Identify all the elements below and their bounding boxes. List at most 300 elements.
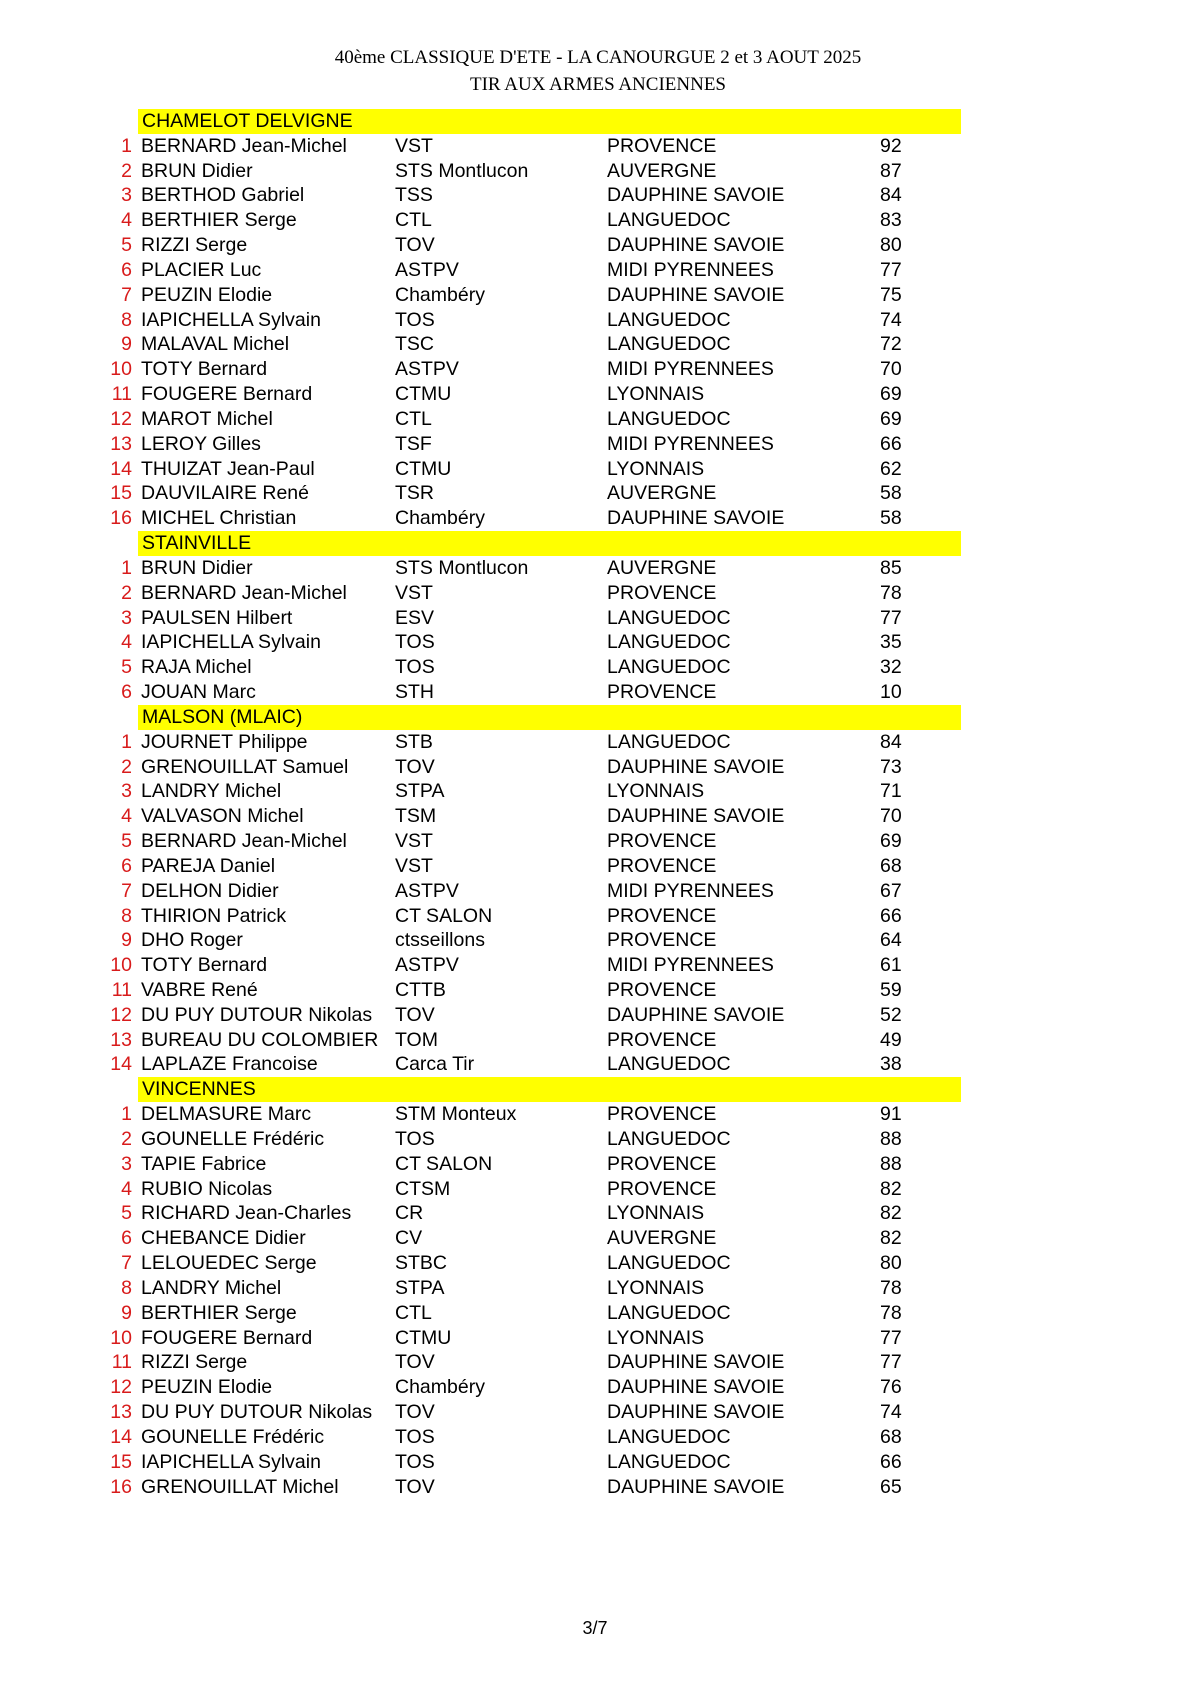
rank-cell: 15 [110, 482, 132, 505]
table-row [0, 606, 1190, 631]
category-title: STAINVILLE [142, 532, 252, 555]
score-cell: 78 [880, 1276, 902, 1299]
region-cell: PROVENCE [607, 581, 717, 604]
table-row [0, 1276, 1190, 1301]
rank-cell: 6 [121, 1227, 132, 1250]
region-cell: AUVERGNE [607, 1227, 717, 1250]
region-cell: LYONNAIS [607, 780, 705, 803]
category-header [138, 109, 961, 134]
score-cell: 77 [880, 1326, 902, 1349]
score-cell: 87 [880, 159, 902, 182]
table-row [0, 283, 1190, 308]
shooter-name-cell: BERTHIER Serge [141, 1301, 297, 1324]
club-cell: Chambéry [395, 283, 485, 306]
table-row [0, 1152, 1190, 1177]
club-cell: TOS [395, 1127, 435, 1150]
shooter-name-cell: GOUNELLE Frédéric [141, 1127, 325, 1150]
table-row [0, 1003, 1190, 1028]
score-cell: 88 [880, 1152, 902, 1175]
club-cell: TSS [395, 184, 433, 207]
region-cell: LANGUEDOC [607, 1127, 731, 1150]
rank-cell: 7 [121, 283, 132, 306]
rank-cell: 3 [121, 184, 132, 207]
rank-cell: 8 [121, 308, 132, 331]
region-cell: DAUPHINE SAVOIE [607, 1376, 785, 1399]
region-cell: LANGUEDOC [607, 730, 731, 753]
score-cell: 32 [880, 656, 902, 679]
region-cell: LANGUEDOC [607, 407, 731, 430]
shooter-name-cell: CHEBANCE Didier [141, 1227, 306, 1250]
score-cell: 77 [880, 606, 902, 629]
rank-cell: 11 [111, 1351, 132, 1374]
rank-cell: 1 [121, 556, 132, 579]
score-cell: 70 [880, 358, 902, 381]
club-cell: Carca Tir [395, 1053, 475, 1076]
table-row [0, 904, 1190, 929]
shooter-name-cell: BRUN Didier [141, 159, 253, 182]
shooter-name-cell: JOUAN Marc [141, 681, 256, 704]
shooter-name-cell: LANDRY Michel [141, 780, 282, 803]
table-row [0, 332, 1190, 357]
club-cell: STM Monteux [395, 1103, 517, 1126]
shooter-name-cell: MALAVAL Michel [141, 333, 290, 356]
shooter-name-cell: VABRE René [141, 978, 258, 1001]
score-cell: 65 [880, 1475, 902, 1498]
rank-cell: 2 [121, 581, 132, 604]
table-row [0, 481, 1190, 506]
rank-cell: 12 [110, 407, 132, 430]
shooter-name-cell: DU PUY DUTOUR Nikolas [141, 1003, 373, 1026]
region-cell: MIDI PYRENNEES [607, 258, 774, 281]
region-cell: AUVERGNE [607, 482, 717, 505]
rank-cell: 10 [110, 358, 132, 381]
table-row [0, 1028, 1190, 1053]
shooter-name-cell: FOUGERE Bernard [141, 383, 313, 406]
table-row [0, 382, 1190, 407]
rank-cell: 3 [121, 780, 132, 803]
table-row [0, 755, 1190, 780]
region-cell: MIDI PYRENNEES [607, 954, 774, 977]
club-cell: TSM [395, 805, 437, 828]
rank-cell: 15 [110, 1450, 132, 1473]
table-row [0, 407, 1190, 432]
table-row [0, 1127, 1190, 1152]
score-cell: 71 [880, 780, 902, 803]
shooter-name-cell: LEROY Gilles [141, 432, 261, 455]
shooter-name-cell: MICHEL Christian [141, 507, 297, 530]
score-cell: 35 [880, 631, 902, 654]
region-cell: DAUPHINE SAVOIE [607, 234, 785, 257]
region-cell: LANGUEDOC [607, 606, 731, 629]
table-row [0, 879, 1190, 904]
region-cell: PROVENCE [607, 978, 717, 1001]
club-cell: TOS [395, 308, 435, 331]
club-cell: TSC [395, 333, 434, 356]
table-row [0, 1326, 1190, 1351]
region-cell: LYONNAIS [607, 1202, 705, 1225]
club-cell: Chambéry [395, 1376, 485, 1399]
score-cell: 69 [880, 407, 902, 430]
score-cell: 91 [880, 1103, 902, 1126]
club-cell: ASTPV [395, 258, 459, 281]
score-cell: 82 [880, 1227, 902, 1250]
score-cell: 72 [880, 333, 902, 356]
table-row [0, 1375, 1190, 1400]
region-cell: MIDI PYRENNEES [607, 432, 774, 455]
shooter-name-cell: PAULSEN Hilbert [141, 606, 293, 629]
table-row [0, 183, 1190, 208]
score-cell: 61 [880, 954, 902, 977]
region-cell: DAUPHINE SAVOIE [607, 283, 785, 306]
region-cell: MIDI PYRENNEES [607, 358, 774, 381]
shooter-name-cell: PLACIER Luc [141, 258, 262, 281]
rank-cell: 10 [110, 1326, 132, 1349]
table-row [0, 159, 1190, 184]
region-cell: LANGUEDOC [607, 209, 731, 232]
club-cell: CTL [395, 1301, 432, 1324]
score-cell: 78 [880, 581, 902, 604]
region-cell: MIDI PYRENNEES [607, 879, 774, 902]
club-cell: CT SALON [395, 1152, 493, 1175]
score-cell: 62 [880, 457, 902, 480]
region-cell: LANGUEDOC [607, 308, 731, 331]
shooter-name-cell: TOTY Bernard [141, 954, 268, 977]
region-cell: LANGUEDOC [607, 333, 731, 356]
shooter-name-cell: RICHARD Jean-Charles [141, 1202, 352, 1225]
score-cell: 82 [880, 1177, 902, 1200]
shooter-name-cell: DU PUY DUTOUR Nikolas [141, 1401, 373, 1424]
rank-cell: 14 [110, 1053, 132, 1076]
table-row [0, 953, 1190, 978]
table-row [0, 1450, 1190, 1475]
shooter-name-cell: TAPIE Fabrice [141, 1152, 267, 1175]
rank-cell: 7 [121, 1252, 132, 1275]
club-cell: CV [395, 1227, 423, 1250]
table-row [0, 1251, 1190, 1276]
region-cell: LANGUEDOC [607, 1301, 731, 1324]
shooter-name-cell: RIZZI Serge [141, 1351, 248, 1374]
score-cell: 69 [880, 383, 902, 406]
score-cell: 80 [880, 1252, 902, 1275]
rank-cell: 16 [110, 1475, 132, 1498]
score-cell: 38 [880, 1053, 902, 1076]
rank-cell: 12 [110, 1003, 132, 1026]
rank-cell: 4 [121, 209, 132, 232]
region-cell: PROVENCE [607, 1103, 717, 1126]
club-cell: TSF [395, 432, 432, 455]
rank-cell: 9 [121, 1301, 132, 1324]
region-cell: DAUPHINE SAVOIE [607, 1475, 785, 1498]
club-cell: CT SALON [395, 904, 493, 927]
shooter-name-cell: DELHON Didier [141, 879, 279, 902]
score-cell: 66 [880, 432, 902, 455]
region-cell: DAUPHINE SAVOIE [607, 1401, 785, 1424]
table-row [0, 134, 1190, 159]
rank-cell: 6 [121, 258, 132, 281]
club-cell: STPA [395, 1276, 445, 1299]
rank-cell: 14 [110, 457, 132, 480]
region-cell: PROVENCE [607, 1028, 717, 1051]
club-cell: STS Montlucon [395, 556, 529, 579]
table-row [0, 1475, 1190, 1500]
score-cell: 73 [880, 755, 902, 778]
rank-cell: 1 [121, 730, 132, 753]
rank-cell: 5 [121, 234, 132, 257]
club-cell: STBC [395, 1252, 448, 1275]
region-cell: AUVERGNE [607, 159, 717, 182]
region-cell: PROVENCE [607, 830, 717, 853]
rank-cell: 9 [121, 929, 132, 952]
table-row [0, 1177, 1190, 1202]
region-cell: PROVENCE [607, 929, 717, 952]
region-cell: PROVENCE [607, 904, 717, 927]
table-row [0, 432, 1190, 457]
shooter-name-cell: IAPICHELLA Sylvain [141, 1450, 321, 1473]
shooter-name-cell: TOTY Bernard [141, 358, 268, 381]
table-row [0, 829, 1190, 854]
rank-cell: 16 [110, 507, 132, 530]
table-row [0, 928, 1190, 953]
shooter-name-cell: LELOUEDEC Serge [141, 1252, 317, 1275]
rank-cell: 5 [121, 830, 132, 853]
score-cell: 68 [880, 1425, 902, 1448]
club-cell: CTTB [395, 978, 446, 1001]
rank-cell: 6 [121, 854, 132, 877]
shooter-name-cell: BERTHOD Gabriel [141, 184, 305, 207]
club-cell: CTL [395, 407, 432, 430]
club-cell: CTMU [395, 383, 452, 406]
region-cell: LANGUEDOC [607, 631, 731, 654]
score-cell: 77 [880, 1351, 902, 1374]
table-row [0, 581, 1190, 606]
club-cell: CTMU [395, 1326, 452, 1349]
table-row [0, 1102, 1190, 1127]
score-cell: 58 [880, 507, 902, 530]
score-cell: 52 [880, 1003, 902, 1026]
club-cell: VST [395, 134, 433, 157]
score-cell: 78 [880, 1301, 902, 1324]
club-cell: VST [395, 581, 433, 604]
table-row [0, 730, 1190, 755]
rank-cell: 2 [121, 1127, 132, 1150]
rank-cell: 4 [121, 805, 132, 828]
results-table [0, 109, 1190, 1499]
club-cell: TOS [395, 631, 435, 654]
club-cell: CR [395, 1202, 424, 1225]
region-cell: PROVENCE [607, 134, 717, 157]
shooter-name-cell: DHO Roger [141, 929, 243, 952]
club-cell: ASTPV [395, 879, 459, 902]
region-cell: LYONNAIS [607, 1276, 705, 1299]
score-cell: 70 [880, 805, 902, 828]
table-row [0, 779, 1190, 804]
rank-cell: 8 [121, 904, 132, 927]
score-cell: 66 [880, 1450, 902, 1473]
score-cell: 88 [880, 1127, 902, 1150]
shooter-name-cell: BRUN Didier [141, 556, 253, 579]
rank-cell: 11 [111, 978, 132, 1001]
shooter-name-cell: BERNARD Jean-Michel [141, 581, 347, 604]
rank-cell: 10 [110, 954, 132, 977]
club-cell: CTSM [395, 1177, 451, 1200]
score-cell: 67 [880, 879, 902, 902]
rank-cell: 8 [121, 1276, 132, 1299]
club-cell: STH [395, 681, 434, 704]
shooter-name-cell: GOUNELLE Frédéric [141, 1425, 325, 1448]
discipline-title: TIR AUX ARMES ANCIENNES [470, 74, 726, 95]
rank-cell: 14 [110, 1425, 132, 1448]
rank-cell: 4 [121, 631, 132, 654]
score-cell: 84 [880, 184, 902, 207]
rank-cell: 13 [110, 432, 132, 455]
score-cell: 84 [880, 730, 902, 753]
shooter-name-cell: DAUVILAIRE René [141, 482, 309, 505]
club-cell: TOV [395, 234, 435, 257]
shooter-name-cell: FOUGERE Bernard [141, 1326, 313, 1349]
table-row [0, 556, 1190, 581]
rank-cell: 1 [121, 134, 132, 157]
table-row [0, 308, 1190, 333]
score-cell: 64 [880, 929, 902, 952]
club-cell: TOS [395, 1450, 435, 1473]
rank-cell: 7 [121, 879, 132, 902]
category-title: MALSON (MLAIC) [142, 705, 303, 728]
rank-cell: 3 [121, 606, 132, 629]
region-cell: PROVENCE [607, 1177, 717, 1200]
region-cell: DAUPHINE SAVOIE [607, 1351, 785, 1374]
table-row [0, 1301, 1190, 1326]
table-row [0, 1350, 1190, 1375]
shooter-name-cell: MAROT Michel [141, 407, 273, 430]
rank-cell: 6 [121, 681, 132, 704]
rank-cell: 2 [121, 755, 132, 778]
table-row [0, 655, 1190, 680]
event-title: 40ème CLASSIQUE D'ETE - LA CANOURGUE 2 et 3 AOUT 2025 [334, 47, 862, 68]
region-cell: LYONNAIS [607, 1326, 705, 1349]
club-cell: TOS [395, 1425, 435, 1448]
score-cell: 58 [880, 482, 902, 505]
region-cell: DAUPHINE SAVOIE [607, 805, 785, 828]
rank-cell: 5 [121, 1202, 132, 1225]
table-row [0, 804, 1190, 829]
table-row [0, 680, 1190, 705]
table-row [0, 1201, 1190, 1226]
category-header [138, 1077, 961, 1102]
table-row [0, 258, 1190, 283]
table-row [0, 208, 1190, 233]
score-cell: 10 [880, 681, 902, 704]
region-cell: PROVENCE [607, 681, 717, 704]
shooter-name-cell: VALVASON Michel [141, 805, 304, 828]
score-cell: 82 [880, 1202, 902, 1225]
shooter-name-cell: LAPLAZE Francoise [141, 1053, 318, 1076]
shooter-name-cell: IAPICHELLA Sylvain [141, 631, 321, 654]
club-cell: VST [395, 854, 433, 877]
club-cell: ASTPV [395, 358, 459, 381]
rank-cell: 4 [121, 1177, 132, 1200]
shooter-name-cell: PEUZIN Elodie [141, 283, 273, 306]
region-cell: DAUPHINE SAVOIE [607, 1003, 785, 1026]
shooter-name-cell: BERTHIER Serge [141, 209, 297, 232]
category-header [138, 705, 961, 730]
rank-cell: 9 [121, 333, 132, 356]
shooter-name-cell: BUREAU DU COLOMBIER [141, 1028, 379, 1051]
club-cell: CTMU [395, 457, 452, 480]
document-header [0, 44, 1190, 98]
region-cell: PROVENCE [607, 854, 717, 877]
table-row [0, 506, 1190, 531]
table-row [0, 630, 1190, 655]
category-title: CHAMELOT DELVIGNE [142, 110, 353, 132]
region-cell: AUVERGNE [607, 556, 717, 579]
rank-cell: 2 [121, 159, 132, 182]
page-number: 3/7 [582, 1618, 608, 1638]
club-cell: TOV [395, 755, 435, 778]
shooter-name-cell: IAPICHELLA Sylvain [141, 308, 321, 331]
club-cell: ASTPV [395, 954, 459, 977]
shooter-name-cell: BERNARD Jean-Michel [141, 134, 347, 157]
score-cell: 66 [880, 904, 902, 927]
club-cell: ctsseillons [395, 929, 485, 952]
table-row [0, 978, 1190, 1003]
score-cell: 76 [880, 1376, 902, 1399]
region-cell: DAUPHINE SAVOIE [607, 755, 785, 778]
shooter-name-cell: RAJA Michel [141, 656, 252, 679]
club-cell: STPA [395, 780, 445, 803]
rank-cell: 13 [110, 1401, 132, 1424]
region-cell: LANGUEDOC [607, 1425, 731, 1448]
score-cell: 74 [880, 1401, 902, 1424]
region-cell: DAUPHINE SAVOIE [607, 507, 785, 530]
club-cell: STS Montlucon [395, 159, 529, 182]
score-cell: 92 [880, 134, 902, 157]
score-cell: 80 [880, 234, 902, 257]
table-row [0, 1052, 1190, 1077]
score-cell: 69 [880, 830, 902, 853]
table-row [0, 1425, 1190, 1450]
shooter-name-cell: THUIZAT Jean-Paul [141, 457, 315, 480]
shooter-name-cell: RUBIO Nicolas [141, 1177, 273, 1200]
shooter-name-cell: GRENOUILLAT Michel [141, 1475, 339, 1498]
shooter-name-cell: LANDRY Michel [141, 1276, 282, 1299]
club-cell: CTL [395, 209, 432, 232]
rank-cell: 11 [111, 383, 132, 406]
score-cell: 49 [880, 1028, 902, 1051]
club-cell: ESV [395, 606, 435, 629]
table-row [0, 233, 1190, 258]
club-cell: TOS [395, 656, 435, 679]
category-header [138, 531, 961, 556]
club-cell: TOV [395, 1351, 435, 1374]
score-cell: 68 [880, 854, 902, 877]
club-cell: STB [395, 730, 433, 753]
score-cell: 74 [880, 308, 902, 331]
shooter-name-cell: DELMASURE Marc [141, 1103, 312, 1126]
shooter-name-cell: JOURNET Philippe [141, 730, 308, 753]
region-cell: LANGUEDOC [607, 1053, 731, 1076]
table-row [0, 854, 1190, 879]
club-cell: VST [395, 830, 433, 853]
category-title: VINCENNES [142, 1078, 256, 1101]
shooter-name-cell: PAREJA Daniel [141, 854, 276, 877]
score-cell: 85 [880, 556, 902, 579]
shooter-name-cell: THIRION Patrick [141, 904, 287, 927]
rank-cell: 3 [121, 1152, 132, 1175]
table-row [0, 457, 1190, 482]
shooter-name-cell: BERNARD Jean-Michel [141, 830, 347, 853]
region-cell: PROVENCE [607, 1152, 717, 1175]
score-cell: 83 [880, 209, 902, 232]
